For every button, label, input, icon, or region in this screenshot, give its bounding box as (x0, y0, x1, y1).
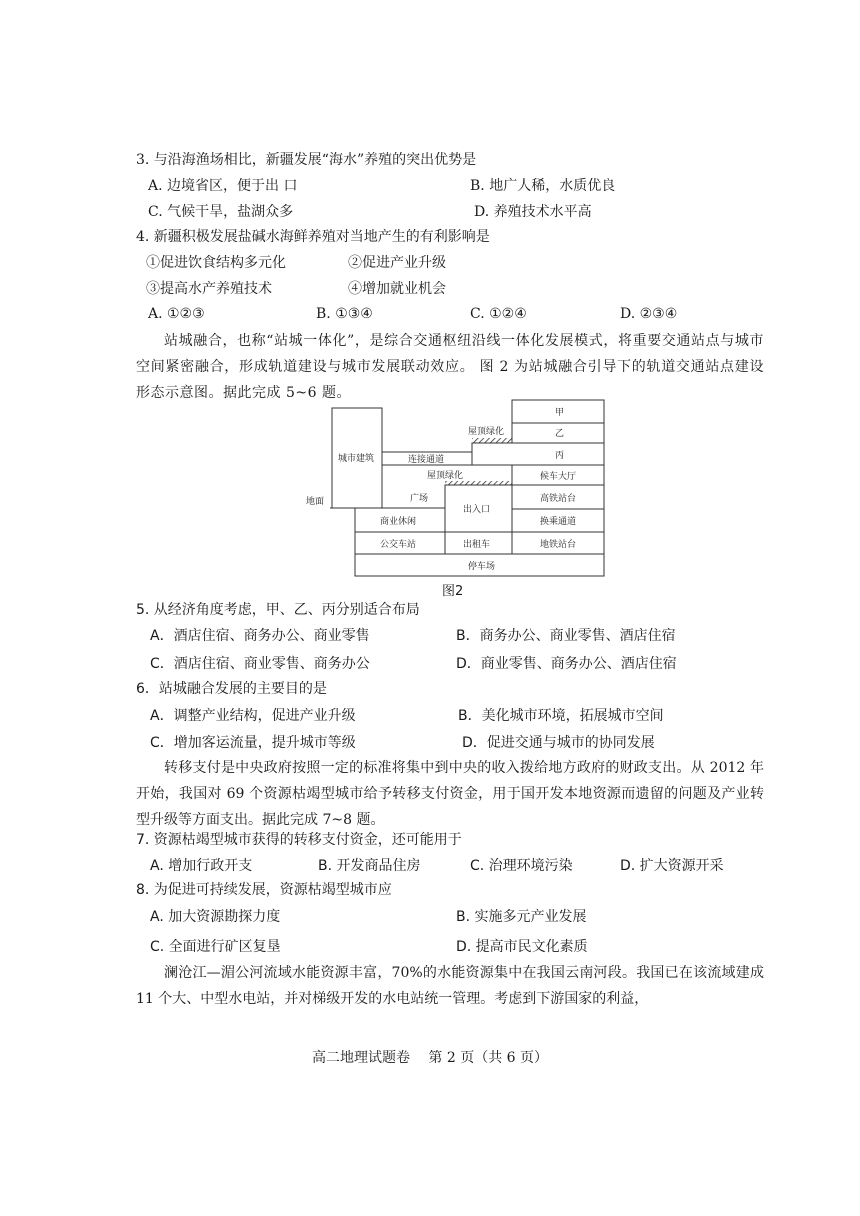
label-connector: 连接通道 (408, 455, 445, 465)
q7-option-b: B. 开发商品住房 (318, 858, 421, 874)
q4-statement-4: ④增加就业机会 (348, 281, 446, 297)
q4-statement-2: ②促进产业升级 (348, 255, 446, 271)
roof-green-hatch-2 (445, 481, 512, 485)
q3-option-c: C. 气候干旱，盐湖众多 (148, 204, 294, 220)
label-parking: 停车场 (468, 562, 496, 572)
page-footer: 高二地理试题卷 第 2 页（共 6 页） (311, 1050, 549, 1066)
q5-option-d: D．商业零售、商务办公、酒店住宿 (456, 656, 677, 672)
label-plaza: 广场 (410, 494, 429, 504)
q4-option-a: A. ①②③ (148, 306, 205, 322)
q8-option-d: D. 提高市民文化素质 (456, 939, 588, 955)
q7-stem: 7. 资源枯竭型城市获得的转移支付资金，还可能用于 (136, 832, 462, 848)
q4-option-d: D. ②③④ (620, 306, 678, 322)
q5-option-b: B．商务办公、商业零售、酒店住宿 (456, 628, 676, 644)
label-roof-green-1: 屋顶绿化 (468, 427, 505, 437)
label-entrance: 出入口 (463, 505, 491, 515)
q7-option-a: A. 增加行政开支 (150, 858, 253, 874)
q8-option-a: A. 加大资源勘探力度 (150, 909, 281, 925)
label-city-building: 城市建筑 (338, 454, 375, 464)
q6-stem: 6．站城融合发展的主要目的是 (136, 681, 327, 697)
q6-option-a: A．调整产业结构，促进产业升级 (150, 708, 356, 724)
passage-lancang-mekong: 澜沧江—湄公河流域水能资源丰富，70%的水能资源集中在我国云南河段。我国已在该流域建成 11 个大、中型水电站，并对梯级开发的水电站统一管理。考虑到下游国家的利益， (136, 965, 764, 1007)
block-bing (472, 443, 604, 465)
q8-option-c: C. 全面进行矿区复垦 (150, 939, 281, 955)
q3-option-d: D. 养殖技术水平高 (474, 204, 592, 220)
q8-stem: 8. 为促进可持续发展，资源枯竭型城市应 (136, 882, 392, 898)
label-yi: 乙 (555, 429, 565, 439)
label-ground: 地面 (306, 497, 325, 507)
q3-stem: 3. 与沿海渔场相比，新疆发展“海水”养殖的突出优势是 (136, 152, 477, 168)
station-city-diagram (300, 395, 610, 580)
q4-statement-1: ①促进饮食结构多元化 (146, 255, 286, 271)
label-transfer: 换乘通道 (540, 517, 577, 527)
passage-transfer-payment: 转移支付是中央政府按照一定的标准将集中到中央的收入拨给地方政府的财政支出。从 2012 年开始，我国对 69 个资源枯竭型城市给予转移支付资金，用于国开发本地资源而遗留的问题及产业转型升级等方面支出。据此完成 7~8 题。 (136, 760, 764, 828)
label-waiting-hall: 候车大厅 (540, 472, 577, 482)
q3-option-a: A. 边境省区，便于出 口 (148, 178, 298, 194)
q7-option-d: D. 扩大资源开采 (620, 858, 724, 874)
q3-option-b: B. 地广人稀，水质优良 (470, 178, 616, 194)
label-commercial: 商业休闲 (380, 517, 417, 527)
figure-caption: 图2 (442, 584, 464, 599)
q6-option-c: C．增加客运流量，提升城市等级 (150, 735, 356, 751)
q4-statement-3: ③提高水产养殖技术 (146, 281, 272, 297)
q8-option-b: B. 实施多元产业发展 (456, 909, 587, 925)
q5-option-c: C．酒店住宿、商业零售、商务办公 (150, 656, 370, 672)
label-jia: 甲 (555, 408, 565, 418)
label-bing: 丙 (555, 451, 565, 461)
label-bus-station: 公交车站 (380, 540, 417, 550)
label-taxi: 出租车 (463, 540, 491, 550)
q5-option-a: A．酒店住宿、商务办公、商业零售 (150, 628, 370, 644)
passage-station-city: 站城融合，也称“站城一体化”，是综合交通枢纽沿线一体化发展模式，将重要交通站点与城市空间紧密融合，形成轨道建设与城市发展联动效应。 图 2 为站城融合引导下的轨道交通站点建设形态示意图。据此完成 5~6 题。 (136, 333, 764, 401)
q4-option-b: B. ①③④ (316, 306, 373, 322)
q7-option-c: C. 治理环境污染 (470, 858, 573, 874)
label-hsr-platform: 高铁站台 (540, 494, 577, 504)
q4-stem: 4. 新疆积极发展盐碱水海鲜养殖对当地产生的有利影响是 (136, 229, 490, 245)
label-roof-green-2: 屋顶绿化 (427, 471, 464, 481)
q6-option-b: B．美化城市环境，拓展城市空间 (458, 708, 664, 724)
q4-option-c: C. ①②④ (470, 306, 527, 322)
roof-green-hatch-1 (472, 438, 512, 443)
label-metro-platform: 地铁站台 (540, 540, 577, 550)
q5-stem: 5. 从经济角度考虑，甲、乙、丙分别适合布局 (136, 602, 420, 618)
q6-option-d: D．促进交通与城市的协同发展 (462, 735, 655, 751)
